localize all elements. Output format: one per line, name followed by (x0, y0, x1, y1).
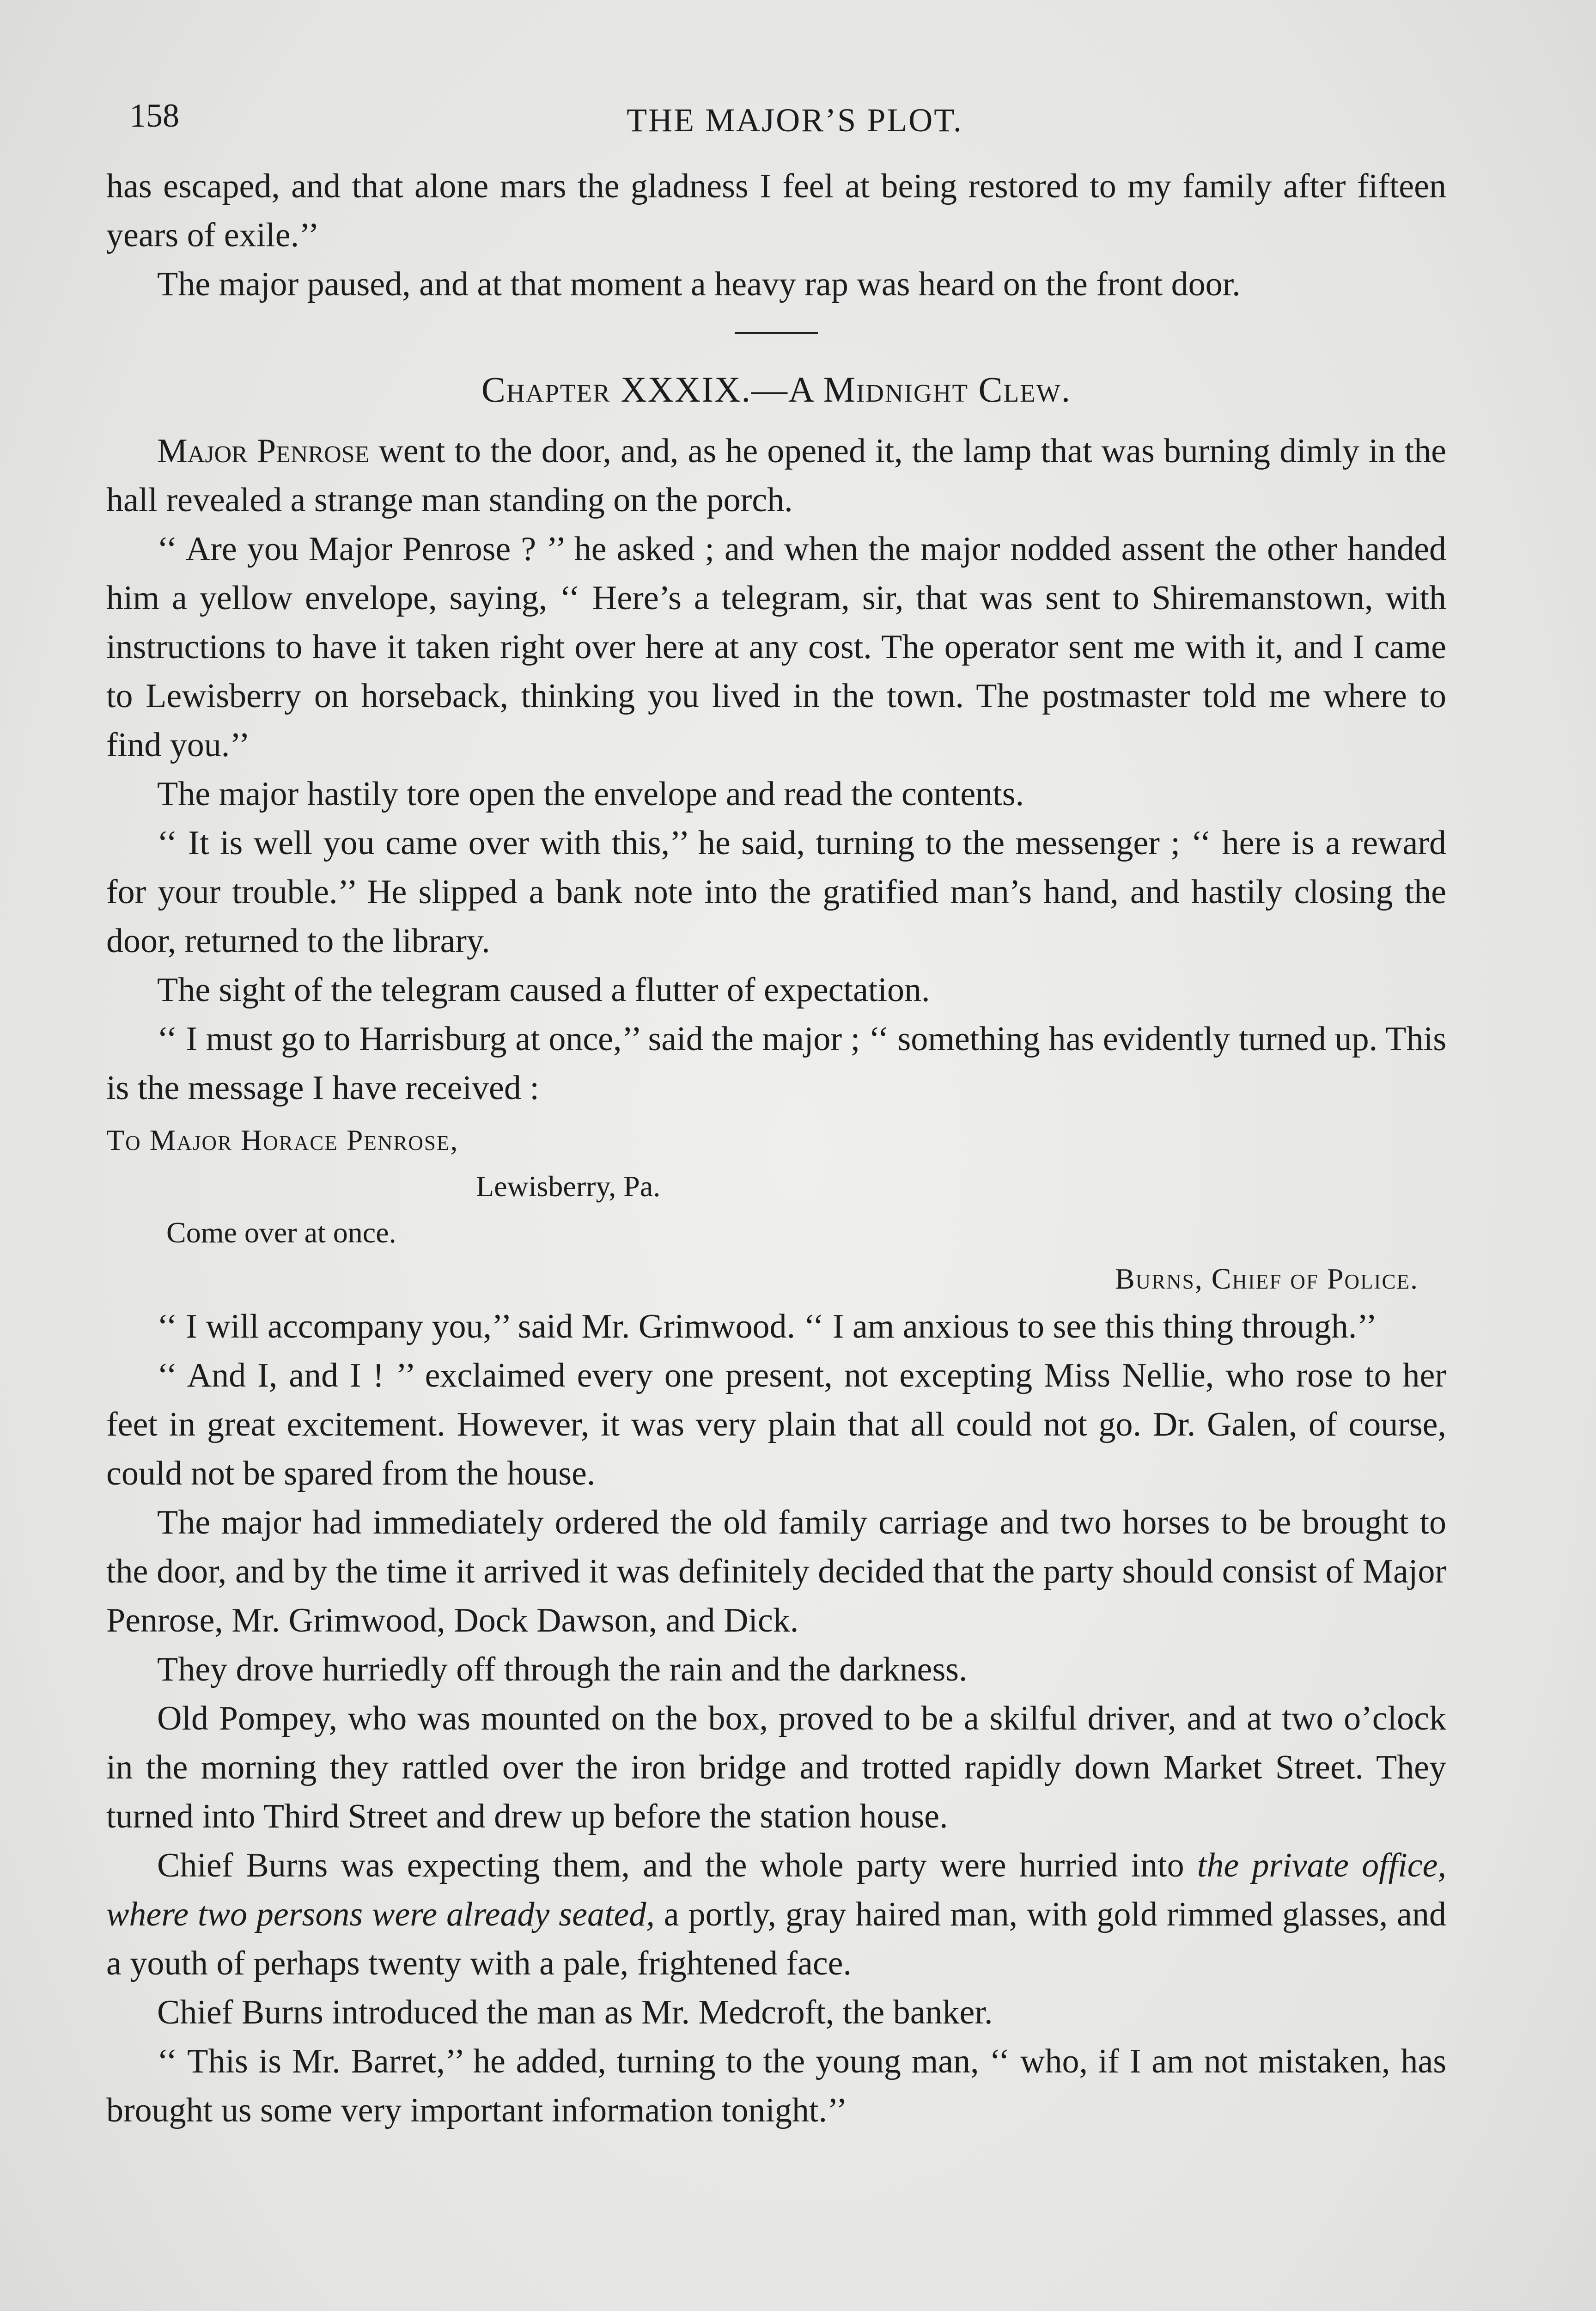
telegram-signature: Burns, Chief of Police. (1115, 1262, 1419, 1295)
paragraph: ‘‘ I will accompany you,’’ said Mr. Grimwood. ‘‘ I am anxious to see this thing through.’’ (157, 1308, 1377, 1345)
paragraph: ‘‘ This is Mr. Barret,’’ he added, turning to the young man, ‘‘ who, if I am not mistaken, has brought us some very important information tonight.’’ (106, 2042, 1446, 2129)
paragraph: They drove hurriedly off through the rain and the darkness. (157, 1651, 968, 1688)
page-header (129, 92, 1460, 148)
paragraph: ‘‘ Are you Major Penrose ? ’’ he asked ; and when the major nodded assent the other handed him a yellow envelope, saying, ‘‘ Here’s a telegram, sir, that was sent to Shiremanstown, with instructions to have it taken right over here at any cost. The operator sent me with it, and I came to Lewisberry on horseback, thinking you lived in the town. The postmaster told me where to find you.’’ (106, 530, 1446, 764)
paragraph: Old Pompey, who was mounted on the box, proved to be a skilful driver, and at two o’clock in the morning they rattled over the iron bridge and trotted rapidly down Market Street. They turned into Third Street and drew up before the station house. (106, 1700, 1446, 1835)
telegram-recipient: To Major Horace Penrose, (106, 1124, 459, 1156)
paragraph-italic-text: the private office, where two persons were already seated, (106, 1846, 1446, 1933)
paragraph (106, 1841, 1446, 1988)
telegram-block (106, 1117, 1446, 1302)
paragraph: The sight of the telegram caused a flutter of expectation. (157, 971, 930, 1009)
paragraph: ‘‘ I must go to Harrisburg at once,’’ said the major ; ‘‘ something has evidently turned up. This is the message I have received : (106, 1020, 1446, 1107)
running-head: THE MAJOR’S PLOT. (627, 102, 963, 139)
paragraph: The major hastily tore open the envelope and read the contents. (157, 775, 1024, 813)
paragraph: Chief Burns introduced the man as Mr. Medcroft, the banker. (157, 1993, 993, 2031)
telegram-place: Lewisberry, Pa. (476, 1170, 661, 1203)
paragraph-text: Chief Burns was expecting them, and the whole party were hurried into (157, 1846, 1197, 1884)
page-number: 158 (129, 97, 179, 134)
chapter-prefix: Chapter (481, 369, 611, 410)
chapter-numeral: XXXIX.—A (621, 369, 814, 410)
telegram-message: Come over at once. (166, 1216, 396, 1249)
paragraph: ‘‘ It is well you came over with this,’’ he said, turning to the messenger ; ‘‘ here is a reward for your trouble.’’ He slipped a bank note into the gratified man’s hand, and hastily closing the door, returned to the library. (106, 824, 1446, 960)
paragraph-lead: Major Penrose (157, 432, 370, 470)
paragraph: has escaped, and that alone mars the gladness I feel at being restored to my family after fifteen years of exile.’’ (106, 167, 1446, 254)
chapter-title: Midnight Clew. (823, 369, 1072, 410)
body-text (106, 162, 1446, 2135)
paragraph: The major had immediately ordered the old family carriage and two horses to be brought to the door, and by the time it arrived it was definitely decided that the party should consist of Major Penrose, Mr. Grimwood, Dock Dawson, and Dick. (106, 1504, 1446, 1639)
paragraph-text: went to the door, and, as he opened it, the lamp that was burning dimly in the hall revealed a strange man standing on the porch. (106, 432, 1447, 519)
paragraph: The major paused, and at that moment a heavy rap was heard on the front door. (157, 265, 1241, 303)
chapter-heading (106, 362, 1446, 417)
paragraph-text: a portly, gray haired man, with gold rimmed glasses, and a youth of perhaps twenty with a pale, frightened face. (106, 1895, 1447, 1982)
paragraph: ‘‘ And I, and I ! ’’ exclaimed every one present, not excepting Miss Nellie, who rose to her feet in great excitement. However, it was very plain that all could not go. Dr. Galen, of course, could not be spared from the house. (106, 1357, 1446, 1492)
paragraph (106, 427, 1446, 525)
section-divider (735, 332, 818, 334)
